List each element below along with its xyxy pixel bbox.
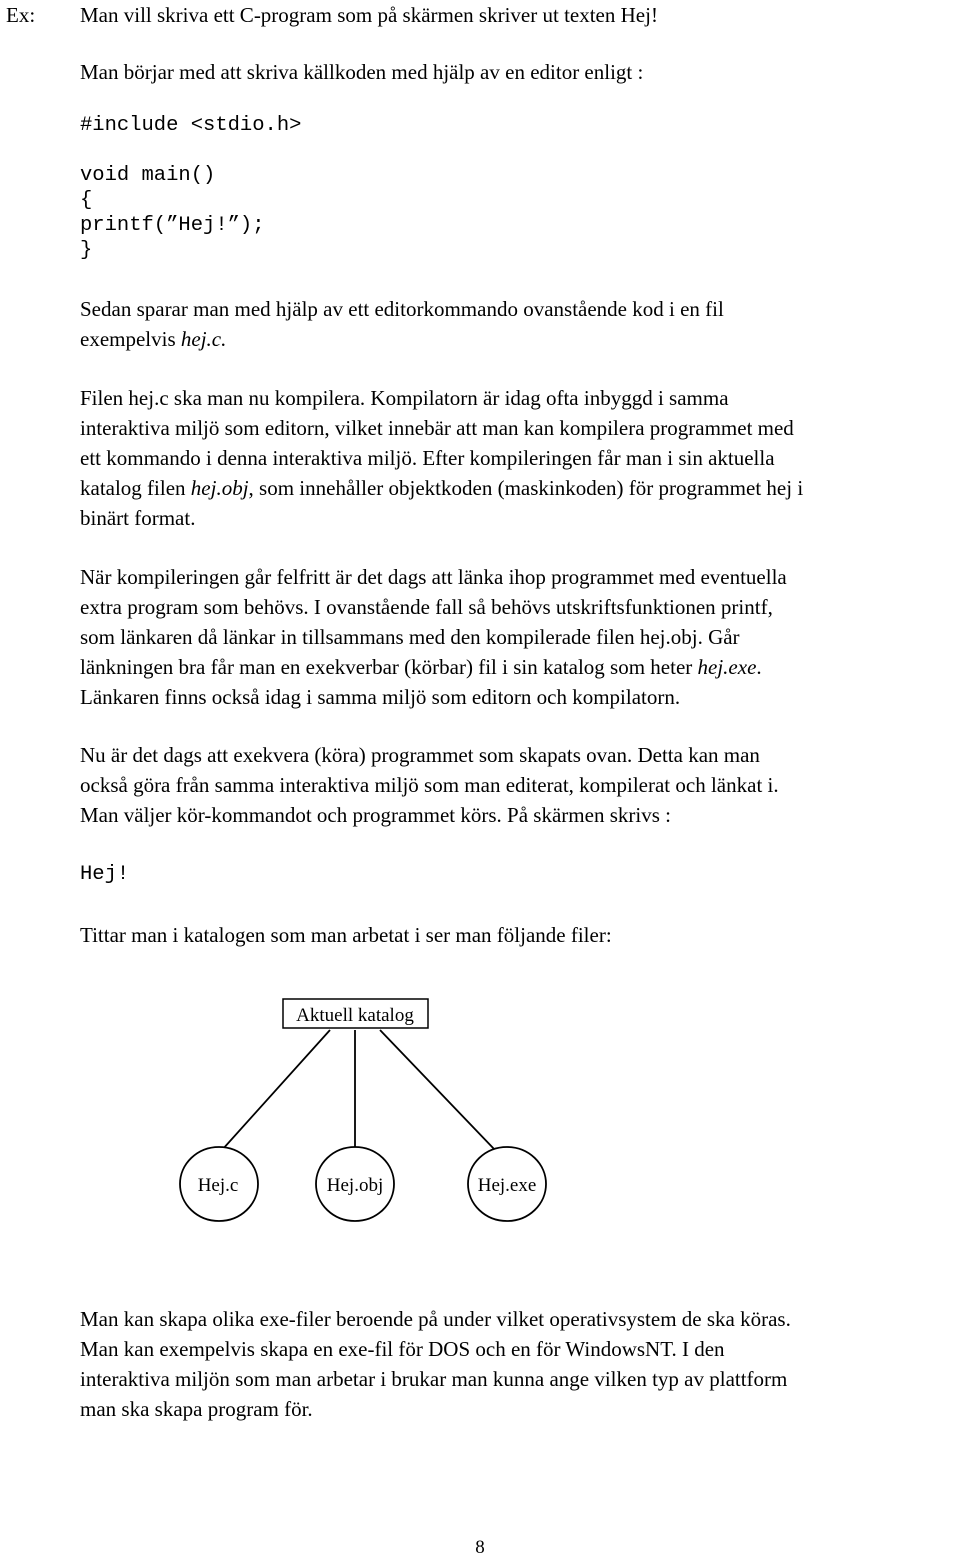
save-paragraph	[80, 294, 724, 354]
save-line	[80, 324, 724, 354]
example-label: Ex:	[6, 3, 36, 27]
compile-line: binärt format.	[80, 506, 196, 530]
file-node-label: Hej.obj	[326, 1175, 384, 1196]
link-line: Länkaren finns också idag i samma miljö som editorn och kompilatorn.	[80, 685, 681, 709]
run-paragraph	[80, 740, 779, 830]
link-line: extra program som behövs. I ovanstående fall så behövs utskriftsfunktionen printf,	[80, 595, 773, 619]
compile-line: ett kommando i denna interaktiva miljö. Efter kompileringen får man i sin aktuella	[80, 446, 775, 470]
link-paragraph	[80, 562, 787, 712]
code-block	[80, 113, 301, 263]
save-line: Sedan sparar man med hjälp av ett editorkommando ovanstående kod i en fil	[80, 297, 724, 321]
code-line: void main()	[80, 164, 216, 187]
link-line: som länkaren då länkar in tillsammans med den kompilerade filen hej.obj. Går	[80, 625, 740, 649]
program-output: Hej!	[80, 863, 130, 886]
link-line-text: länkningen bra får man en exekverbar (körbar) fil i sin katalog som heter	[80, 655, 698, 679]
link-line	[80, 652, 787, 682]
file-node-label: Hej.c	[197, 1175, 239, 1196]
link-line-text: .	[756, 655, 762, 679]
intro-line: Man börjar med att skriva källkoden med hjälp av en editor enligt :	[80, 60, 644, 84]
code-line: }	[80, 239, 93, 262]
directory-paragraph: Tittar man i katalogen som man arbetat i ser man följande filer:	[80, 923, 612, 947]
exe-line: interaktiva miljön som man arbetar i brukar man kunna ange vilken typ av plattform	[80, 1367, 788, 1391]
tree-edge	[222, 1030, 330, 1150]
filename-hej-obj: hej.obj	[190, 476, 249, 500]
intro-paragraph	[80, 0, 658, 30]
code-line: printf(”Hej!”);	[80, 214, 265, 237]
directory-tree-diagram	[0, 990, 960, 1240]
save-line-text: exempelvis	[80, 327, 181, 351]
exe-line: man ska skapa program för.	[80, 1397, 313, 1421]
link-line: När kompileringen går felfritt är det dags att länka ihop programmet med eventuella	[80, 565, 787, 589]
run-line: Man väljer kör-kommandot och programmet körs. På skärmen skrivs :	[80, 803, 671, 827]
exe-paragraph	[80, 1304, 791, 1424]
compile-line: Filen hej.c ska man nu kompilera. Kompilatorn är idag ofta inbyggd i samma	[80, 386, 729, 410]
run-line: också göra från samma interaktiva miljö som man editerat, kompilerat och länkat i.	[80, 773, 779, 797]
filename-hej-exe: hej.exe	[697, 655, 757, 679]
code-line: #include <stdio.h>	[80, 114, 302, 137]
compile-line-text: katalog filen	[80, 476, 191, 500]
page-number: 8	[475, 1537, 485, 1558]
compile-paragraph	[80, 383, 803, 533]
exe-line: Man kan skapa olika exe-filer beroende på under vilket operativsystem de ska köras.	[80, 1307, 791, 1331]
intro-line: Man vill skriva ett C-program som på skärmen skriver ut texten Hej!	[80, 3, 658, 27]
run-line: Nu är det dags att exekvera (köra) programmet som skapats ovan. Detta kan man	[80, 743, 760, 767]
compile-line	[80, 473, 803, 503]
file-node-label: Hej.exe	[477, 1175, 537, 1196]
tree-edge	[380, 1030, 495, 1150]
exe-line: Man kan exempelvis skapa en exe-fil för DOS och en för WindowsNT. I den	[80, 1337, 725, 1361]
intro-paragraph-2	[80, 57, 643, 87]
compile-line: interaktiva miljö som editorn, vilket innebär att man kan kompilera programmet med	[80, 416, 794, 440]
code-line: {	[80, 189, 93, 212]
filename-hej-c: hej.c.	[180, 327, 227, 351]
root-node-label: Aktuell katalog	[296, 1005, 414, 1026]
compile-line-text: , som innehåller objektkoden (maskinkoden) för programmet hej i	[248, 476, 804, 500]
